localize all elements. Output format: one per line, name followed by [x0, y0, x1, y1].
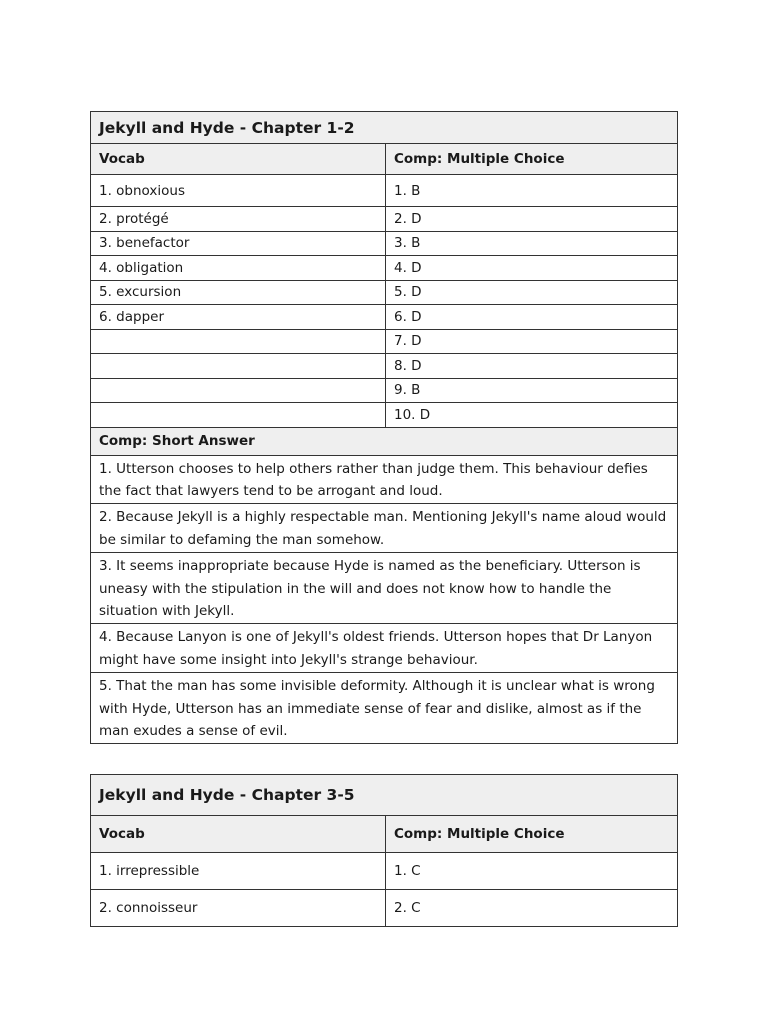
table-row	[91, 256, 677, 281]
table-row	[91, 281, 677, 306]
mc-answer-cell: 2. C	[385, 890, 677, 926]
table-row	[91, 330, 677, 355]
vocab-cell	[91, 379, 385, 403]
mc-answer-cell: 1. C	[385, 853, 677, 889]
short-answer-item: 4. Because Lanyon is one of Jekyll's oldest friends. Utterson hopes that Dr Lanyon might have some insight into Jekyll's strange behaviour.	[91, 624, 677, 673]
answer-sheet-chapter-3-5	[90, 774, 678, 927]
table-row	[91, 403, 677, 428]
vocab-cell	[91, 403, 385, 427]
mc-answer-cell: 8. D	[385, 354, 677, 378]
short-answer-item: 5. That the man has some invisible deformity. Although it is unclear what is wrong with Hyde, Utterson has an immediate sense of fear and dislike, almost as if the man exudes a sense of evil.	[99, 678, 655, 739]
vocab-column-header: Vocab	[99, 151, 145, 167]
vocab-cell: 6. dapper	[99, 308, 165, 325]
vocab-cell	[91, 354, 385, 378]
table-row	[91, 207, 677, 232]
vocab-cell: 3. benefactor	[99, 235, 190, 252]
table-row	[91, 175, 677, 207]
short-answer-item: 3. It seems inappropriate because Hyde is named as the beneficiary. Utterson is uneasy with the stipulation in the will and does not know how to handle the situation with Jekyll.	[91, 553, 677, 624]
column-header-row	[91, 144, 677, 175]
sheet-title: Jekyll and Hyde - Chapter 3-5	[91, 775, 677, 816]
mc-answer-cell: 7. D	[385, 330, 677, 354]
vocab-cell: 1. obnoxious	[99, 182, 185, 199]
short-answer-item: 1. Utterson chooses to help others rather than judge them. This behaviour defies the fact that lawyers tend to be arrogant and loud.	[91, 456, 677, 505]
mc-answer-cell: 5. D	[385, 281, 677, 305]
mc-answer-cell: 6. D	[385, 305, 677, 329]
table-row	[91, 890, 677, 926]
multiple-choice-column-header: Comp: Multiple Choice	[385, 816, 677, 852]
vocab-cell	[91, 330, 385, 354]
table-row	[91, 379, 677, 404]
vocab-cell: 2. connoisseur	[99, 900, 198, 916]
mc-answer-cell: 1. B	[385, 175, 677, 206]
column-header-row	[91, 816, 677, 853]
table-row	[91, 232, 677, 257]
table-row	[91, 305, 677, 330]
mc-answer-cell: 10. D	[385, 403, 677, 427]
vocab-cell: 2. protégé	[99, 210, 169, 227]
multiple-choice-column-header: Comp: Multiple Choice	[385, 144, 677, 174]
mc-answer-cell: 4. D	[385, 256, 677, 280]
vocab-cell: 4. obligation	[99, 259, 184, 276]
table-row	[91, 853, 677, 890]
mc-answer-cell: 3. B	[385, 232, 677, 256]
answer-sheet-chapter-1-2	[90, 111, 678, 744]
sheet-title: Jekyll and Hyde - Chapter 1-2	[91, 112, 677, 144]
vocab-cell: 1. irrepressible	[99, 863, 200, 879]
mc-answer-cell: 9. B	[385, 379, 677, 403]
table-row	[91, 354, 677, 379]
short-answer-item: 2. Because Jekyll is a highly respectable man. Mentioning Jekyll's name aloud would be similar to defaming the man somehow.	[91, 504, 677, 553]
vocab-cell: 5. excursion	[99, 284, 182, 301]
vocab-column-header: Vocab	[99, 826, 145, 842]
mc-answer-cell: 2. D	[385, 207, 677, 231]
short-answer-header: Comp: Short Answer	[91, 428, 677, 456]
